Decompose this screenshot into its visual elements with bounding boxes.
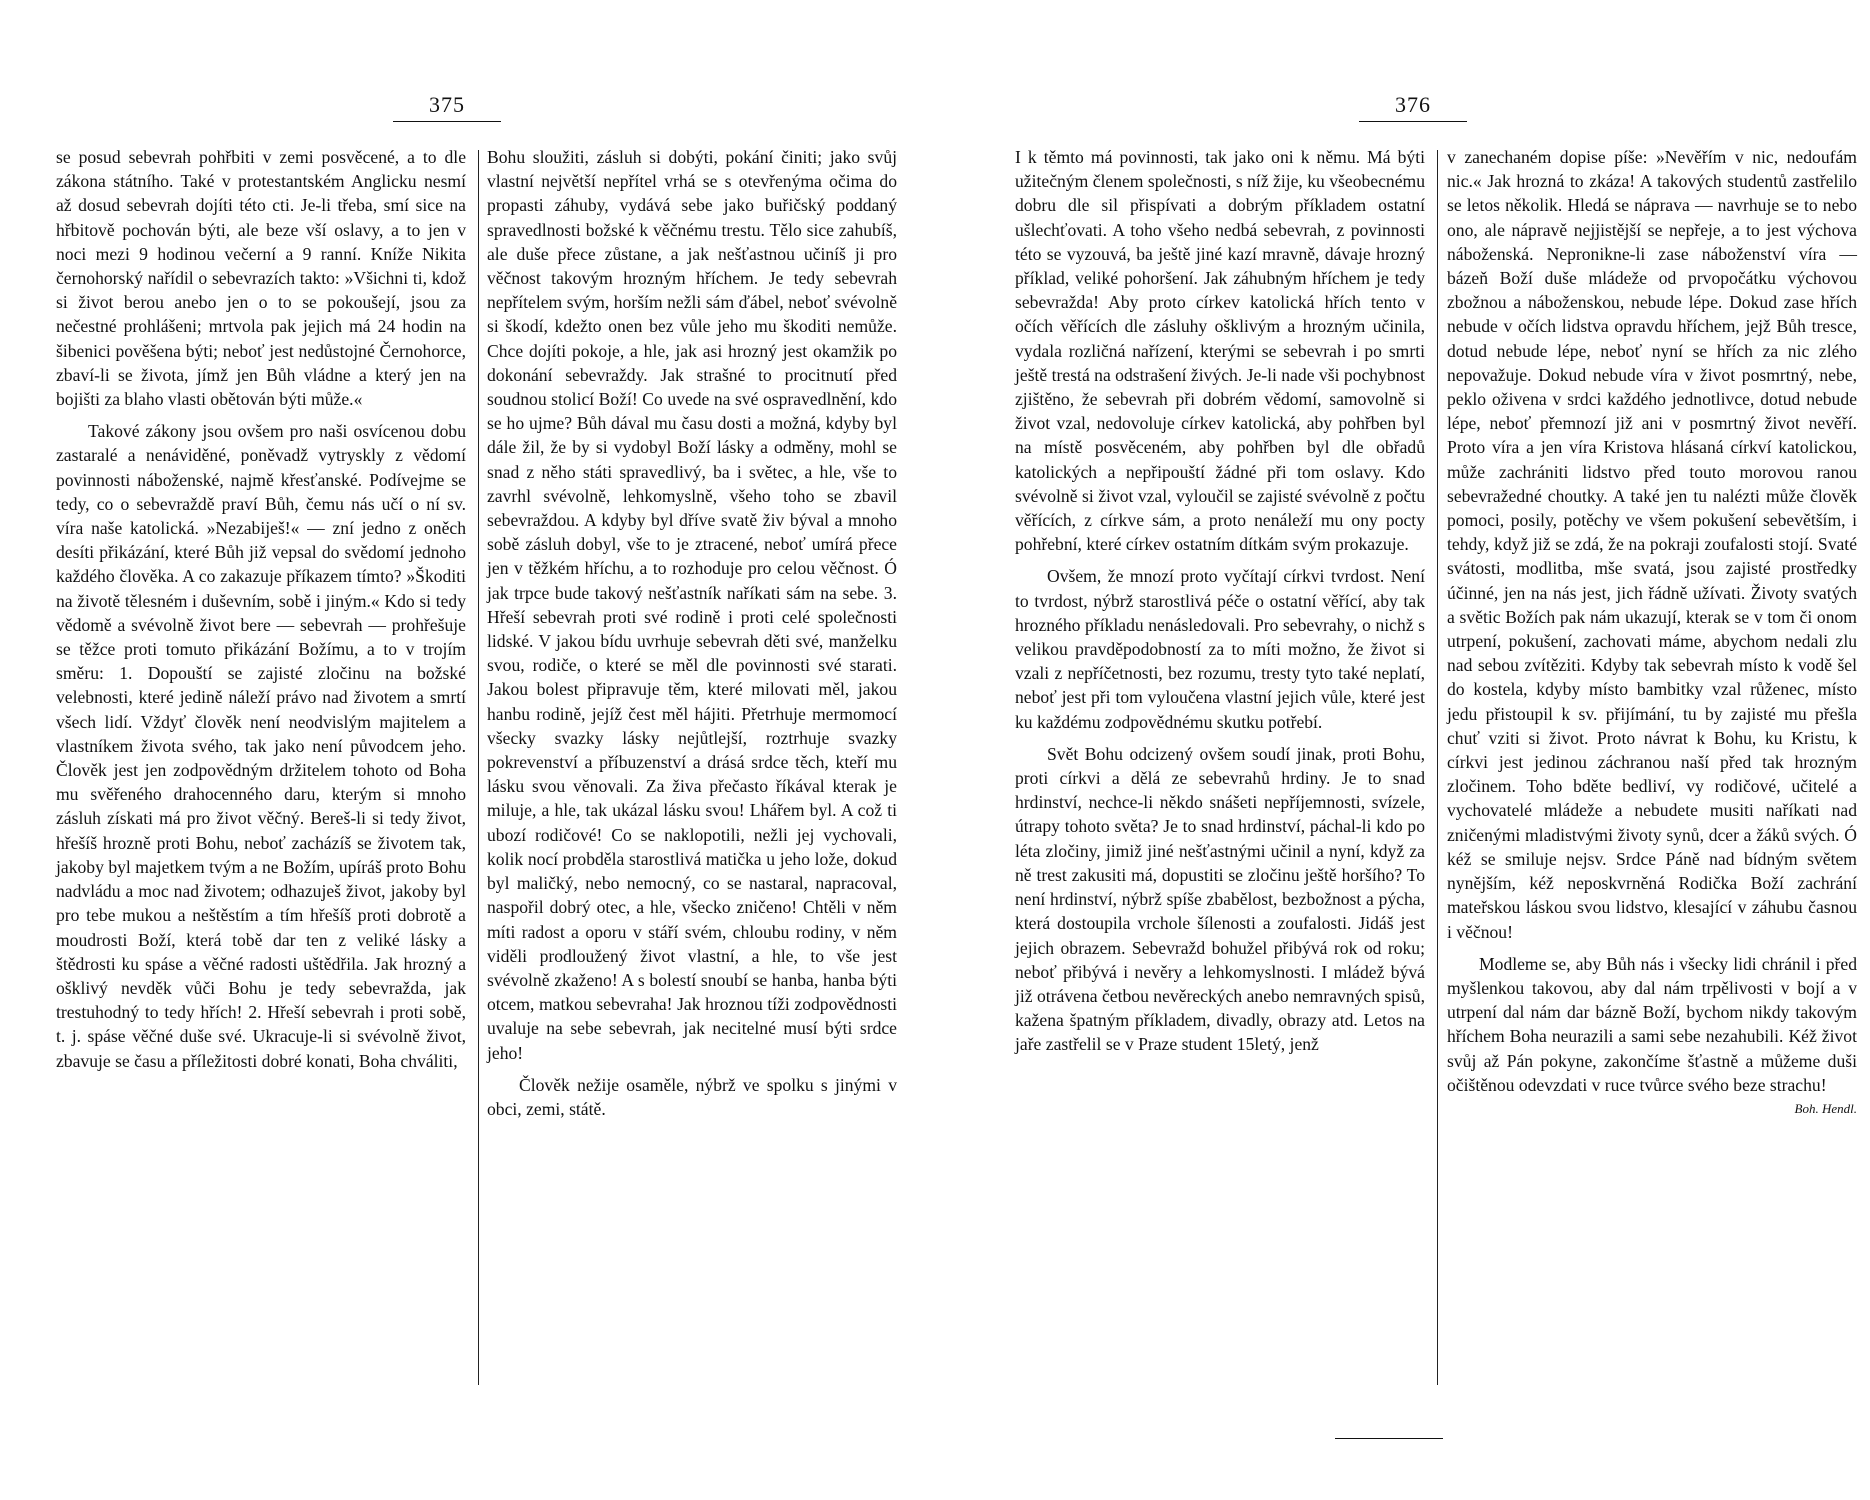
paragraph: Ovšem, že mnozí proto vyčítají církvi tvrdost. Není to tvrdost, nýbrž starostlivá péče o ostatní věřící, aby tak hrozného příkladu nenásledovali. Pro sebevrahy, o nichž s velikou pravděpodobností za to míti možno, že život si vzali z nepříčetnosti, bez rozumu, tresty tyto také neplatí, neboť jest při tom vyloučena vlastní jejich vůle, které jest ku každému zodpovědnému skutku potřebí. [1015, 566, 1425, 732]
text-column-right [1447, 145, 1857, 1121]
page-number: 375 [429, 92, 465, 117]
end-rule [1335, 1438, 1443, 1439]
text-column-right [487, 145, 897, 1121]
text-column-left [1015, 145, 1425, 1057]
paragraph: Člověk nežije osaměle, nýbrž ve spolku s jinými v obci, zemi, státě. [487, 1074, 897, 1119]
paragraph: se posud sebevrah pohřbiti v zemi posvěcené, a to dle zákona státního. Také v protestantském Anglicku nesmí až dosud sebevrah dojíti této cti. Je-li třeba, smí sice na hřbitově pochován býti, ale beze vší oslavy, a to jen v noci mezi 9 hodinou večerní a 9 ranní. Kníže Nikita černohorský nařídil o sebevrazích takto: »Všichni ti, kdož si život berou anebo jen o to se pokoušejí, jsou za nečestné prohlášeni; mrtvola pak jejich má 24 hodin na šibenici pověšena býti; neboť jest nedůstojné Černohorce, zbaví-li se života, jímž jen Bůh vládne a který jen na bojišti za blaho vlasti obětován býti může.« [56, 147, 466, 410]
paragraph: Takové zákony jsou ovšem pro naši osvícenou dobu zastaralé a nenáviděné, poněvadž vytryskly z vědomí povinnosti náboženské, najmě křesťanské. Podívejme se tedy, co o sebevraždě praví Bůh, čemu nás učí o ní sv. víra naše katolická. »Nezabiješ!« — zní jedno z oněch desíti přikázání, které Bůh již vepsal do svědomí jednoho každého člověka. A co zakazuje příkazem tímto? »Škoditi na životě tělesném i duševním, sobě i jiným.« Kdo si tedy vědomě a svévolně život bere — sebevrah — prohřešuje se těžce proti tomuto přikázání Božímu, a to v trojím směru: 1. Dopouští se zajisté zločinu na božské velebnosti, které jedině náleží právo nad životem a smrtí všech lidí. Vždyť člověk není neodvislým majitelem a vlastníkem života svého, tak jako není původcem jeho. Člověk jest jen zodpovědným držitelem tohoto od Boha mu svěřeného drahocenného daru, kterým si mnoho zásluh získati má pro život věčný. Bereš-li si tedy život, hřešíš hrozně proti Bohu, neboť zacházíš se životem tak, jakoby byl majetkem tvým a ne Božím, upíráš proto Bohu nadvládu a moc nad životem; odhazuješ život, jakoby byl pro tebe mukou a neštěstím a tím hřešíš proti dobrotě a moudrosti Boží, která tobě dar ten z veliké lásky a štědrosti ku spáse a věčné radosti uštědřila. Jak hrozný a ošklivý nevděk vůči Bohu je tedy sebevražda, jak trestuhodný to tedy hřích! 2. Hřeší sebevrah i proti sobě, t. j. spáse věčné duše své. Ukracuje-li si svévolně život, zbavuje se času a příležitosti dobré konati, Boha chváliti, [56, 421, 466, 1071]
page-number: 376 [1395, 92, 1431, 117]
right-page [935, 0, 1870, 1500]
paragraph: I k těmto má povinnosti, tak jako oni k němu. Má býti užitečným členem společnosti, s níž žije, ku všeobecnému dobru dle sil přispívati a dobrým příkladem ostatní ušlechťovati. A toho všeho nedbá sebevrah, z povinnosti této se vyzouvá, ba ještě jiné kazí mravně, dávaje hrozný příklad, veliké pohoršení. Jak záhubným hříchem je tedy sebevražda! Aby proto církev katolická hřích tento v očích věřících dle zásluhy ošklivým a hrozným učinila, vydala rozličná nařízení, kterými se sebevrah i po smrti ještě trestá na odstrašení živých. Je-li nade vši pochybnost zjištěno, že sebevrah při dobrém vědomí, samovolně si život vzal, nedovoluje církev katolická, aby pohřben byl na místě posvěceném, aby pohřben byl dle obřadů katolických a nepřipouští žádné při tom oslavy. Kdo svévolně si život vzal, vyloučil se zajisté svévolně z počtu věřících, z církve sám, a proto nenáleží mu ony pocty pohřební, které církev ostatním dítkám svým prokazuje. [1015, 147, 1425, 555]
closing-text: Modleme se, aby Bůh nás i všecky lidi chránil i před myšlenkou takovou, aby dal nám trpělivosti v bojí a v utrpení dal nám dar bázně Boží, bychom nikdy takovým hříchem Boha neurazili a sami sebe nezahubili. Kéž život svůj až Pán pokyne, zakončíme šťastně a můžeme duši očištěnou odevzdati v ruce tvůrce svého beze strachu! [1447, 953, 1857, 1095]
paragraph-closing [1447, 952, 1857, 1116]
page-number-rule [1359, 121, 1467, 122]
paragraph: v zanechaném dopise píše: »Nevěřím v nic, nedoufám nic.« Jak hrozná to zkáza! A takových studentů zastřelilo se letos několik. Hledá se náprava — navrhuje se to nebo ono, ale nápravě nejjistější se nepřeje, a to jest výchova náboženská. Nepronikne-li zase náboženství víra — bázeň Boží duše mládeže od prvopočátku výchovou zbožnou a náboženskou, nebude lépe. Dokud zase hřích nebude v očích lidstva opravdu hříchem, jejž Bůh tresce, dotud nebude lépe, neboť nyní se hřích za nic zlého nepovažuje. Dokud nebude víra v život posmrtný, nebe, peklo oživena v srdci každého jednotlivce, dotud nebude lépe, neboť přemnozí již ani v posmrtný život nevěří. Proto víra a jen víra Kristova hlásaná církví katolickou, může zachrániti lidstvo před touto morovou ranou sebevražedné choutky. A také jen tu nalézti může člověk pomoci, posily, potěchy ve všem pokušení sebevětším, i tehdy, když již se zdá, že na pokraji zoufalosti stojí. Svaté svátosti, modlitba, mše svatá, jsou zajisté prostředky účinné, jen na nás jest, jich řádně užívati. Životy svatých a světic Božích pak nám ukazují, kterak se v tom či onom utrpení, pokušení, zachovati máme, abychom nedali zlu nad sebou zvítěziti. Kdyby tak sebevrah místo k vodě šel do kostela, kdyby místo bambitky vzal růženec, místo jedu přistoupil k sv. přijímání, tu by zajisté mu přešla chuť vziti si život. Proto návrat k Bohu, ku Kristu, k církvi jest jedinou záchranou naší před tak hrozným zločinem. Toho bděte bedliví, vy rodičové, učitelé a vychovatelé mládeže a nebudete musiti naříkati nad zničenými mladistvými životy synů, dcer a žáků svých. Ó kéž se smiluje nejsv. Srdce Páně nad bídným světem nynějším, kéž neposkvrněná Rodička Boží zachrání mateřskou láskou svou lidstvo, klesající v záhubu časnou i věčnou! [1447, 147, 1857, 942]
paragraph: Svět Bohu odcizený ovšem soudí jinak, proti Bohu, proti církvi a dělá ze sebevrahů hrdiny. Je to snad hrdinství, nechce-li někdo snášeti nepříjemnosti, svízele, útrapy tohoto světa? Je to snad hrdinství, páchal-li kdo po léta zločiny, jimiž jiné nešťastnými učinil a nyní, když za ně trest zakusiti má, dopustiti se zločinu ještě horšího? To není hrdinství, nýbrž spíše zbabělost, bezbožnost a pýcha, která dostoupila vrchole šílenosti a zoufalosti. Jidáš jest jejich obrazem. Sebevražd bohužel přibývá rok od roku; neboť přibývá i nevěry a lehkomyslnosti. I mládež bývá již otrávena četbou nevěreckých anebo nemravných spisů, kažena špatným příkladem, divadly, obrazy atd. Letos na jaře zastřelil se v Praze student 15letý, jenž [1015, 743, 1425, 1055]
column-divider [478, 150, 479, 1385]
paragraph: Bohu sloužiti, zásluh si dobýti, pokání činiti; jako svůj vlastní největší nepřítel vrhá se s otevřenýma očima do propasti záhuby, vydává sebe jako buřičský poddaný spravedlnosti božské k věčnému trestu. Tělo sice zahubíš, ale duše přece zůstane, a jak nešťastnou učiníš ji pro věčnost takovým hrozným hříchem. Je tedy sebevrah nepřítelem svým, horším nežli sám ďábel, neboť svévolně si škodí, kdežto onen bez vůle jeho mu škoditi nemůže. Chce dojíti pokoje, a hle, jak asi hrozný jest okamžik po dokonání sebevraždy. Jak strašné to procitnutí před soudnou stolicí Boží! Co uvede na své ospravedlnění, kdo se ho ujme? Bůh dával mu času dosti a možná, kdyby byl dále žil, že by si vydobyl Boží lásky a odměny, mohl se snad z něho státi spravedlivý, ba i světec, a hle, vše to zavrhl svévolně, lehkomyslně, všeho toho se zbavil sebevraždou. A kdyby byl dříve svatě živ býval a mnoho sobě zásluh dobyl, vše to je ztracené, neboť umírá přece jen v těžkém hříchu, a to rozhoduje pro celou věčnost. Ó jak trpce bude takový nešťastník naříkati sám na sebe. 3. Hřeší sebevrah proti své rodině i proti celé společnosti lidské. V jakou bídu uvrhuje sebevrah děti své, manželku svou, rodiče, o které se měl dle povinnosti své starati. Jakou bolest připravuje těm, které milovati měl, jakou hanbu rodině, jejíž čest měl hájiti. Přetrhuje mermomocí všecky svazky lásky nejůtlejší, roztrhuje svazky pokrevenství a příbuzenství a drásá srdce těch, kteří mu lásku svou věnovali. Za živa přečasto říkával kterak je miluje, a hle, tak ukázal lásku svou! Lhářem byl. A což ti ubozí rodičové! Co se naklopotili, nežli jej vychovali, kolik nocí probděla starostlivá matička u jeho lože, dokud byl maličký, nebo nemocný, co se nastaral, napracoval, naspořil dobrý otec, a hle, všecko zničeno! Chtěli v něm míti radost a oporu v stáří svém, chloubu rodiny, v něm viděli prodloužený život vlastní, a hle, to vše jest svévolně zkaženo! A s bolestí snoubí se hanba, hanba býti otcem, matkou sebevraha! Jak hroznou tíži zodpovědnosti uvaluje na sebe sebevrah, jak necitelné musí býti srdce jeho! [487, 147, 897, 1063]
author-signature: Boh. Hendl. [1794, 1100, 1857, 1116]
page-number-rule [393, 121, 501, 122]
column-divider [1437, 150, 1438, 1385]
text-column-left [56, 145, 466, 1073]
